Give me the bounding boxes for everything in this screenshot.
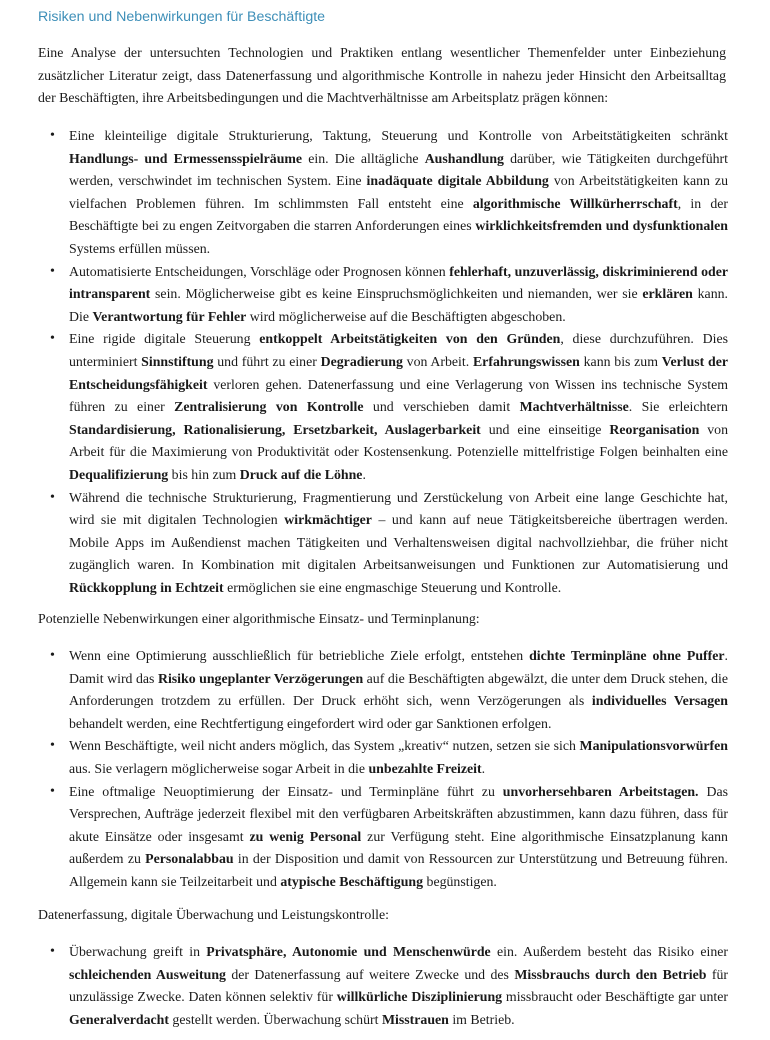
text-run: behandelt werden, eine Rechtfertigung eingefordert wird oder gar Sanktionen erfolgen. [69, 715, 552, 731]
text-run: wird möglicherweise auf die Beschäftigten abgeschoben. [246, 308, 566, 324]
bold-term: Generalverdacht [69, 1011, 169, 1027]
bold-term: erklären [642, 286, 693, 302]
list-item [38, 125, 728, 261]
text-run: auf die Beschäftigten abgewälzt, die unter dem Druck stehen, die Anforderungen trotzdem zu erfüllen. Der Druck erhöht sich, wenn Verzögerungen als [69, 670, 728, 709]
text-run: von Arbeit. [402, 353, 473, 369]
bold-term: Machtverhältnisse [519, 399, 629, 415]
text-run: Eine oftmalige Neuoptimierung der Einsatz- und Terminpläne führt zu [69, 783, 503, 799]
text-run: missbraucht oder Beschäftigte gar unter [502, 989, 728, 1005]
text-run: für unzulässige Zwecke. Daten können selektiv für [69, 966, 728, 1005]
bold-term: Erfahrungswissen [472, 353, 580, 369]
text-run: gestellt werden. Überwachung schürt [168, 1011, 382, 1027]
text-run: kann. Die [69, 286, 728, 324]
text-run: ermöglichen sie eine engmaschige Steuerung und Kontrolle. [223, 579, 562, 595]
list-item [38, 735, 728, 780]
bold-term: algorithmische Willkürherrschaft [472, 195, 678, 211]
text-run: Wenn eine Optimierung ausschließlich für betriebliche Ziele erfolgt, entstehen [69, 648, 530, 663]
bold-term: zu wenig Personal [249, 828, 362, 844]
text-run: Überwachung greift in [69, 944, 207, 959]
section-heading: Risiken und Nebenwirkungen für Beschäftigte [38, 9, 326, 25]
text-run: kann bis zum [579, 353, 662, 369]
text-run: im Betrieb. [448, 1011, 515, 1027]
bold-term: Dequalifizierung [69, 466, 169, 482]
bold-term: Druck auf die Löhne [239, 466, 363, 482]
bold-term: inadäquate digitale Abbildung [366, 173, 549, 189]
bold-term: Risiko ungeplanter Verzögerungen [157, 670, 364, 686]
text-run: und verschieben damit [363, 399, 520, 415]
list-item [38, 781, 728, 894]
bold-term: Zentralisierung von Kontrolle [174, 399, 364, 415]
text-run: sein. Möglicherweise gibt es keine Einspruchsmöglichkeiten und niemanden, wer sie [150, 286, 643, 302]
text-run: bis hin zum [168, 466, 240, 482]
text-run: ein. Die alltägliche [302, 150, 425, 166]
text-run: aus. Sie verlagern möglicherweise sogar Arbeit in die [69, 760, 369, 776]
bold-term: atypische Beschäftigung [280, 873, 424, 889]
text-run: Automatisierte Entscheidungen, Vorschläge oder Prognosen können [69, 263, 450, 279]
bold-term: Privatsphäre, Autonomie und Menschenwürde [206, 944, 491, 959]
text-run: Das Versprechen, Aufträge jederzeit flexibel mit den verfügbaren Arbeitskräften abzustimmen, kann dazu führen, dass für akute Einsätze oder insgesamt [69, 783, 728, 844]
bold-term: Manipulationsvorwürfen [579, 738, 728, 754]
text-run: . Damit wird das [69, 648, 728, 686]
text-run: begünstigen. [423, 873, 497, 889]
bold-term: entkoppelt Arbeitstätigkeiten von den Gründen [259, 331, 561, 347]
text-run: von Arbeit für die Maximierung von Produktivität oder Kostensenkung. Potenzielle mittelfristige Folgen beinhalten eine [69, 421, 728, 460]
text-run: Wenn Beschäftigte, weil nicht anders möglich, das System „kreativ“ nutzen, setzen sie sich [69, 738, 580, 754]
text-run: . [362, 466, 366, 482]
text-run: und eine einseitige [480, 421, 610, 437]
bold-term: Sinnstiftung [141, 353, 214, 369]
bold-term: unvorhersehbaren Arbeitstagen. [502, 783, 699, 799]
text-run: Eine rigide digitale Steuerung [69, 331, 260, 347]
surveillance-subheading: Datenerfassung, digitale Überwachung und Leistungskontrolle: [38, 907, 390, 922]
list-item [38, 941, 728, 1031]
text-run: , diese durchzuführen. Dies unterminiert [69, 331, 728, 369]
bold-term: individuelles Versagen [591, 693, 728, 709]
text-run: in der Disposition und damit von Ressourcen zur Unterstützung und Betreuung führen. Allgemein kann sie Teilzeitarbeit und [69, 851, 728, 889]
bold-term: Standardisierung, Rationalisierung, Ersetzbarkeit, Auslagerbarkeit [69, 421, 481, 437]
bold-term: willkürliche Disziplinierung [336, 989, 503, 1005]
bold-term: wirklichkeitsfremden und dysfunktionalen [475, 218, 728, 234]
text-run: der Datenerfassung auf weitere Zwecke und des [225, 966, 515, 982]
bold-term: Verantwortung für Fehler [92, 308, 247, 324]
bold-term: unbezahlte Freizeit [368, 760, 482, 776]
text-run: . [481, 760, 486, 776]
list-item [38, 328, 728, 486]
text-run: – und kann auf neue Tätigkeitsbereiche übertragen werden. Mobile Apps im Außendienst machen Tätigkeiten und Verhaltensweisen digital nachvollziehbar, die früher nicht zugänglich waren. In Kombination mit digitalen Arbeitsanweisungen und Funktionen zur Automatisierung und [69, 512, 728, 573]
text-run: ein. Außerdem besteht das Risiko einer [490, 944, 729, 959]
text-run: , in der Beschäftigte bei zu engen Zeitvorgaben die starren Anforderungen eines [69, 195, 729, 234]
text-run: verloren gehen. Datenerfassung und eine Verlagerung von Wissen ins technische System führen zu einer [69, 376, 728, 415]
list-item [38, 487, 728, 600]
text-run: von Arbeitstätigkeiten kann zu vielfachen Problemen führen. Im schlimmsten Fall entsteht eine [69, 173, 728, 211]
list-item [38, 261, 728, 329]
bold-term: fehlerhaft, unzuverlässig, diskriminierend oder intransparent [69, 263, 728, 302]
text-run: Systems erfüllen müssen. [69, 240, 211, 256]
surveillance-list [38, 941, 728, 1031]
bold-term: Verlust der Entscheidungsfähigkeit [69, 353, 729, 392]
bold-term: wirkmächtiger [284, 512, 372, 528]
scheduling-subheading: Potenzielle Nebenwirkungen einer algorithmische Einsatz- und Terminplanung: [38, 611, 480, 626]
list-item [38, 645, 728, 735]
text-run: und führt zu einer [213, 353, 321, 369]
bold-term: Degradierung [320, 353, 403, 369]
risks-list [38, 125, 728, 599]
bold-term: Reorganisation [609, 421, 700, 437]
scheduling-list [38, 645, 728, 894]
bold-term: Personalabbau [145, 851, 234, 867]
intro-paragraph: Eine Analyse der untersuchten Technologien und Praktiken entlang wesentlicher Themenfelder unter Einbeziehung zusätzlicher Literatur zeigt, dass Datenerfassung und algorithmische Kontrolle in nahezu jeder Hinsicht den Arbeitsalltag der Beschäftigten, ihre Arbeitsbedingungen und die Machtverhältnisse am Arbeitsplatz prägen können: [38, 45, 726, 106]
bold-term: Rückkopplung in Echtzeit [69, 579, 224, 595]
bold-term: dichte Terminpläne ohne Puffer [529, 648, 725, 663]
text-run: darüber, wie Tätigkeiten durchgeführt werden, verschwindet im technischen System. Eine [69, 150, 729, 189]
bold-term: Handlungs- und Ermessensspielräume [69, 150, 303, 166]
text-run: Eine kleinteilige digitale Strukturierung, Taktung, Steuerung und Kontrolle von Arbeitstätigkeiten schränkt [69, 128, 728, 143]
text-run: . Sie erleichtern [628, 399, 728, 415]
bold-term: Misstrauen [381, 1011, 449, 1027]
text-run: Während die technische Strukturierung, Fragmentierung und Zerstückelung von Arbeit eine lange Geschichte hat, wird sie mit digitalen Technologien [69, 489, 728, 528]
bold-term: schleichenden Ausweitung [69, 966, 226, 982]
bold-term: Aushandlung [424, 150, 504, 166]
text-run: zur Verfügung steht. Eine algorithmische Einsatzplanung kann außerdem zu [69, 828, 728, 867]
bold-term: Missbrauchs durch den Betrieb [514, 966, 707, 982]
